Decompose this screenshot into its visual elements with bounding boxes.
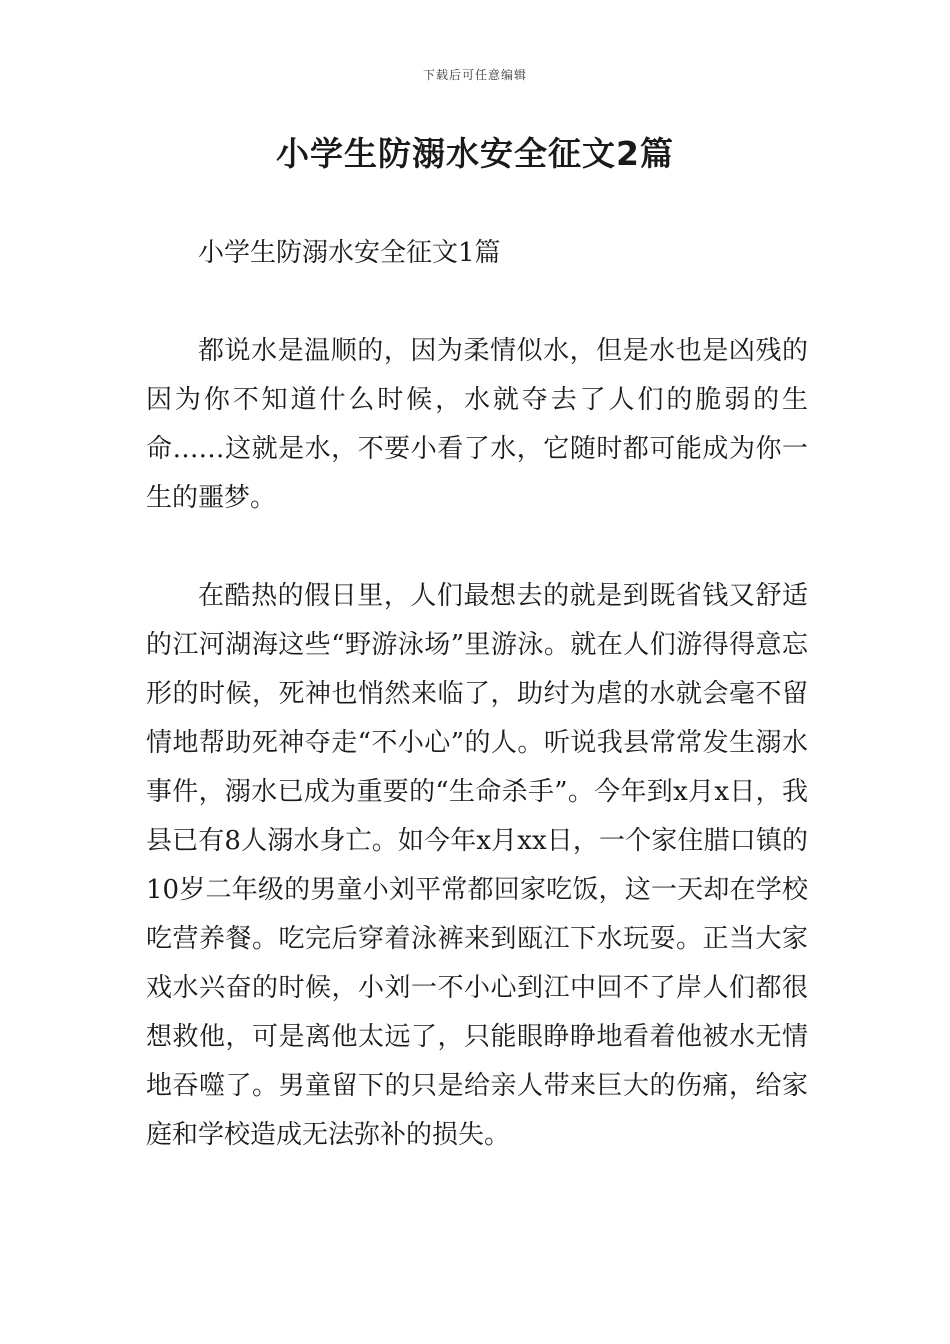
header-note: 下载后可任意编辑 [422,68,527,82]
paragraph-1: 都说水是温顺的，因为柔情似水，但是水也是凶残的因为你不知道什么时候，水就夺去了人们的脆弱的生命……这就是水，不要小看了水，它随时都可能成为你一生的噩梦。 [146,336,808,513]
page-title: 小学生防溺水安全征文2篇 [276,134,674,173]
paragraph-2: 在酷热的假日里，人们最想去的就是到既省钱又舒适的江河湖海这些“野游泳场”里游泳。就在人们游得得意忘形的时候，死神也悄然来临了，助纣为虐的水就会毫不留情地帮助死神夺走“不小心”的人。听说我县常常发生溺水事件，溺水已成为重要的“生命杀手”。今年到x月x日，我县已有8人溺水身亡。如今年x月xx日，一个家住腊口镇的10岁二年级的男童小刘平常都回家吃饭，这一天却在学校吃营养餐。吃完后穿着泳裤来到瓯江下水玩耍。正当大家戏水兴奋的时候，小刘一不小心到江中回不了岸人们都很想救他，可是离他太远了，只能眼睁睁地看着他被水无情地吞噬了。男童留下的只是给亲人带来巨大的伤痛，给家庭和学校造成无法弥补的损失。 [146,581,808,1150]
section-subtitle: 小学生防溺水安全征文1篇 [198,238,501,268]
document-body [146,229,808,1209]
